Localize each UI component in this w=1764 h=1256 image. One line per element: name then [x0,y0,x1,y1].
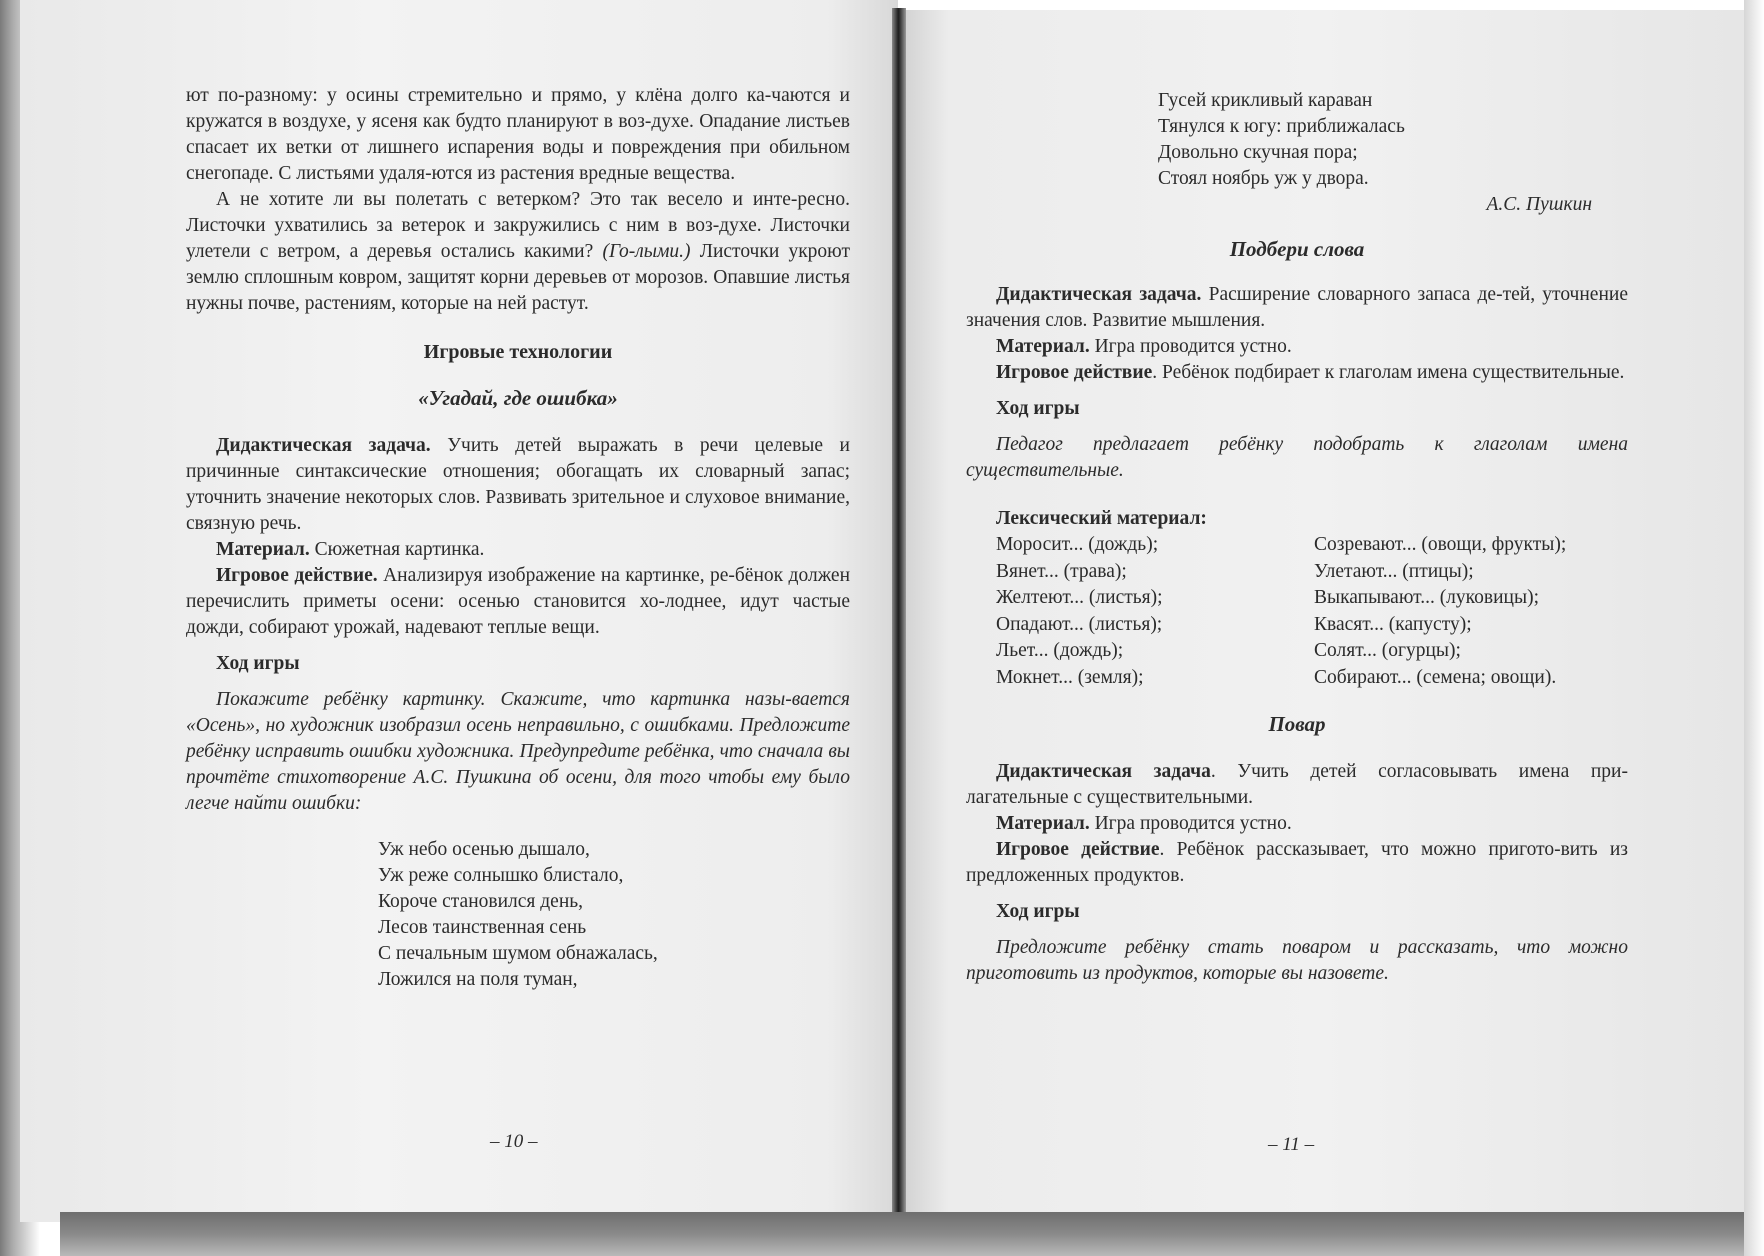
lexical-item: Опадают... (листья); [996,613,1163,635]
poem-line: Лесов таинственная сень [378,917,587,938]
course-heading-2: Ход игры [996,901,1080,922]
lexical-item: Улетают... (птицы); [1314,560,1474,582]
lexical-item: Моросит... (дождь); [996,534,1159,555]
action-paragraph-2: Игровое действие. Ребёнок рассказывает, что можно пригото-вить из предложенных продуктов. [966,839,1628,886]
course-heading: Ход игры [216,653,300,674]
instruction-1: Педагог предлагает ребёнку подобрать к глаголам имена существительные. [966,434,1628,481]
right-edge [1744,0,1764,1256]
lexical-item: Выкапывают... (луковицы); [1314,587,1539,608]
lexical-item: Мокнет... (земля); [996,666,1144,688]
bottom-shadow [60,1212,1750,1256]
poem-line: Ложился на поля туман, [378,969,578,990]
material-paragraph-2: Материал. Игра проводится устно. [996,813,1292,834]
action-paragraph-1: Игровое действие. Ребёнок подбирает к глаголам имена существительные. [996,362,1625,383]
page-number-right: – 11 – [1268,1134,1315,1155]
lexical-item: Созревают... (овощи, фрукты); [1314,534,1567,555]
poem-line: С печальным шумом обнажалась, [378,943,658,964]
left-page-text [186,83,850,993]
poem-line: Тянулся к югу: приближалась [1158,116,1405,137]
material-paragraph-1: Материал. Игра проводится устно. [996,336,1292,357]
task-paragraph-1: Дидактическая задача. Расширение словарного запаса де-тей, уточнение значения слов. Развитие мышления. [966,284,1628,331]
action-paragraph: Игровое действие. Анализируя изображение на картинке, ре-бёнок должен перечислить приметы осени: осенью становится хо-лоднее, идут частые дожди, собирают урожай, надевают теплые вещи. [186,565,851,638]
poem-author: А.С. Пушкин [1486,194,1592,215]
material-paragraph: Материал. Сюжетная картинка. [216,539,485,560]
paragraph-2: А не хотите ли вы полетать с ветерком? Это так весело и инте-ресно. Листочки ухватились за ветерок и закружились с ним в воз-духе. Листочки улетели с ветром, а деревья остались какими? (Го-лыми.) Листочки укроют землю сплошным ковром, защитят корни деревьев от морозов. Опавшие листья нужны почве, растениям, которые на ней растут. [186,189,851,314]
page-number-left: – 10 – [490,1131,538,1152]
poem-line: Гусей крикливый караван [1158,90,1373,111]
right-page-text [966,88,1628,987]
game-title-1: Подбери слова [1229,237,1365,261]
lexical-item: Квасят... (капусту); [1314,613,1472,635]
game-title-2: Повар [1268,712,1326,736]
book-spine [892,8,906,1222]
lexical-material [996,532,1628,691]
instruction-2: Предложите ребёнку стать поваром и рассказать, что можно приготовить из продуктов, которые вы назовете. [966,937,1628,984]
lexical-left-column [996,532,1314,691]
poem-line: Уж реже солнышко блистало, [378,865,624,886]
lexical-item: Вянет... (трава); [996,560,1127,582]
task-paragraph: Дидактическая задача. Учить детей выражать в речи целевые и причинные синтаксические отношения; обогащать их словарный запас; уточнить значение некоторых слов. Развивать зрительное и слуховое внимание, связную речь. [186,435,850,534]
poem-line: Уж небо осенью дышало, [378,839,590,860]
poem-left [378,837,850,993]
lexical-right-column [1314,532,1628,691]
lexical-item: Желтеют... (листья); [996,587,1163,608]
course-heading-1: Ход игры [996,398,1080,419]
lexical-heading: Лексический материал: [996,508,1207,529]
game-title: «Угадай, где ошибка» [418,386,618,410]
poem-right [1158,88,1628,192]
task-paragraph-2: Дидактическая задача. Учить детей согласовывать имена при-лагательные с существительными. [966,761,1628,808]
lexical-item: Льет... (дождь); [996,640,1124,661]
poem-line: Довольно скучная пора; [1158,142,1358,163]
paragraph-1: ют по-разному: у осины стремительно и прямо, у клёна долго ка-чаются и кружатся в воздухе, у ясеня как будто планируют в воз-духе. Опадание листьев спасает их ветки от лишнего испарения воды и повреждения при обильном снегопаде. С листьями удаля-ются из растения вредные вещества. [186,85,850,184]
instruction: Покажите ребёнку картинку. Скажите, что картинка назы-вается «Осень», но художник изобразил осень неправильно, с ошибками. Предложите ребёнку исправить ошибки художника. Предупредите ребёнка, что сначала вы прочтёте стихотворение А.С. Пушкина об осени, для того чтобы ему было легче найти ошибки: [186,689,850,814]
lexical-item: Солят... (огурцы); [1314,640,1461,661]
poem-line: Короче становился день, [378,891,584,912]
poem-line: Стоял ноябрь уж у двора. [1158,168,1369,189]
lexical-item: Собирают... (семена; овощи). [1314,666,1557,688]
section-heading: Игровые технологии [423,341,613,363]
